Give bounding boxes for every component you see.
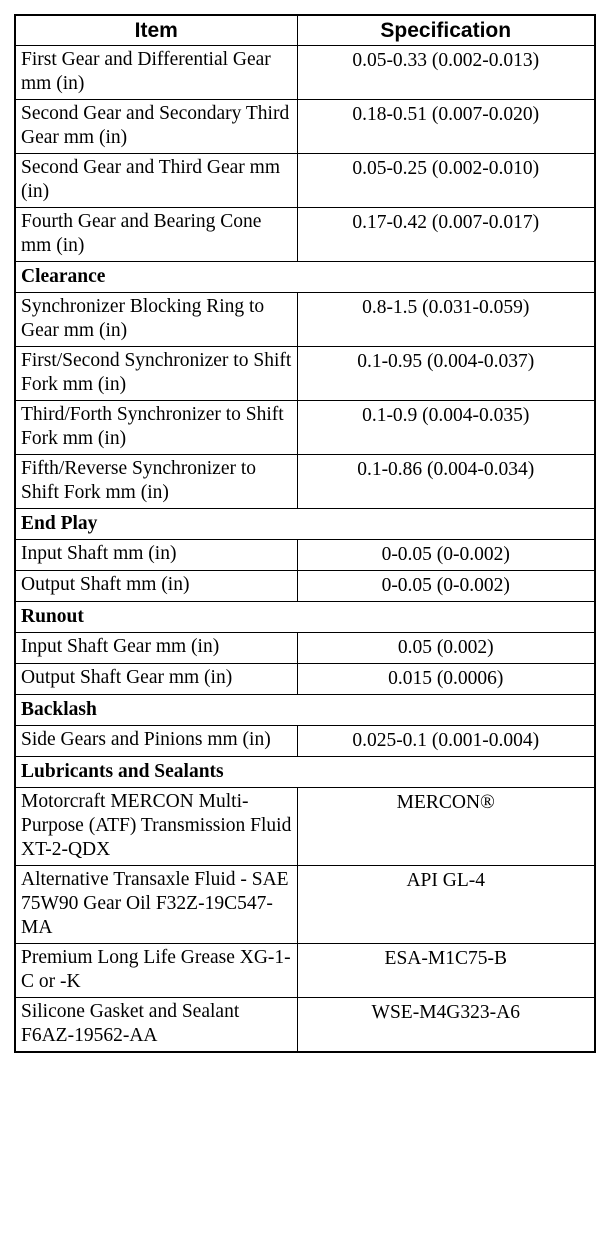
table-row — [15, 347, 595, 401]
spec-cell: 0.05-0.33 (0.002-0.013) — [297, 46, 595, 100]
section-title: Lubricants and Sealants — [15, 757, 595, 788]
table-header — [15, 15, 595, 46]
table-row — [15, 540, 595, 571]
item-cell: First/Second Synchronizer to Shift Fork mm (in) — [15, 347, 297, 401]
spec-cell: API GL-4 — [297, 866, 595, 944]
spec-cell: MERCON® — [297, 788, 595, 866]
header-item: Item — [15, 15, 297, 46]
table-row — [15, 401, 595, 455]
item-cell: Input Shaft Gear mm (in) — [15, 633, 297, 664]
table-row — [15, 998, 595, 1053]
spec-cell: 0.025-0.1 (0.001-0.004) — [297, 726, 595, 757]
table-row — [15, 866, 595, 944]
item-cell: Second Gear and Secondary Third Gear mm (in) — [15, 100, 297, 154]
item-cell: Premium Long Life Grease XG-1-C or -K — [15, 944, 297, 998]
item-cell: Output Shaft Gear mm (in) — [15, 664, 297, 695]
item-cell: Input Shaft mm (in) — [15, 540, 297, 571]
spec-cell: 0.05-0.25 (0.002-0.010) — [297, 154, 595, 208]
item-cell: First Gear and Differential Gear mm (in) — [15, 46, 297, 100]
spec-cell: 0.1-0.9 (0.004-0.035) — [297, 401, 595, 455]
table-row — [15, 455, 595, 509]
spec-cell: 0.18-0.51 (0.007-0.020) — [297, 100, 595, 154]
section-title: Backlash — [15, 695, 595, 726]
table-row — [15, 46, 595, 100]
section-row — [15, 509, 595, 540]
section-row — [15, 757, 595, 788]
spec-cell: ESA-M1C75-B — [297, 944, 595, 998]
section-row — [15, 262, 595, 293]
table-row — [15, 788, 595, 866]
spec-cell: 0.015 (0.0006) — [297, 664, 595, 695]
spec-cell: WSE-M4G323-A6 — [297, 998, 595, 1053]
specification-table — [14, 14, 596, 1053]
section-title: Runout — [15, 602, 595, 633]
table-row — [15, 726, 595, 757]
section-row — [15, 695, 595, 726]
section-title: Clearance — [15, 262, 595, 293]
table-row — [15, 100, 595, 154]
spec-cell: 0.05 (0.002) — [297, 633, 595, 664]
table-row — [15, 293, 595, 347]
item-cell: Output Shaft mm (in) — [15, 571, 297, 602]
item-cell: Fourth Gear and Bearing Cone mm (in) — [15, 208, 297, 262]
spec-cell: 0.1-0.86 (0.004-0.034) — [297, 455, 595, 509]
table-row — [15, 664, 595, 695]
item-cell: Motorcraft MERCON Multi-Purpose (ATF) Transmission Fluid XT-2-QDX — [15, 788, 297, 866]
item-cell: Third/Forth Synchronizer to Shift Fork mm (in) — [15, 401, 297, 455]
item-cell: Alternative Transaxle Fluid - SAE 75W90 Gear Oil F32Z-19C547-MA — [15, 866, 297, 944]
spec-cell: 0-0.05 (0-0.002) — [297, 540, 595, 571]
header-row — [15, 15, 595, 46]
table-row — [15, 208, 595, 262]
item-cell: Second Gear and Third Gear mm (in) — [15, 154, 297, 208]
table-row — [15, 154, 595, 208]
item-cell: Fifth/Reverse Synchronizer to Shift Fork mm (in) — [15, 455, 297, 509]
item-cell: Silicone Gasket and Sealant F6AZ-19562-AA — [15, 998, 297, 1053]
item-cell: Side Gears and Pinions mm (in) — [15, 726, 297, 757]
spec-cell: 0.1-0.95 (0.004-0.037) — [297, 347, 595, 401]
spec-cell: 0.17-0.42 (0.007-0.017) — [297, 208, 595, 262]
spec-cell: 0-0.05 (0-0.002) — [297, 571, 595, 602]
table-row — [15, 633, 595, 664]
header-specification: Specification — [297, 15, 595, 46]
table-row — [15, 944, 595, 998]
section-row — [15, 602, 595, 633]
table-body — [15, 46, 595, 1053]
spec-cell: 0.8-1.5 (0.031-0.059) — [297, 293, 595, 347]
item-cell: Synchronizer Blocking Ring to Gear mm (in) — [15, 293, 297, 347]
table-row — [15, 571, 595, 602]
section-title: End Play — [15, 509, 595, 540]
